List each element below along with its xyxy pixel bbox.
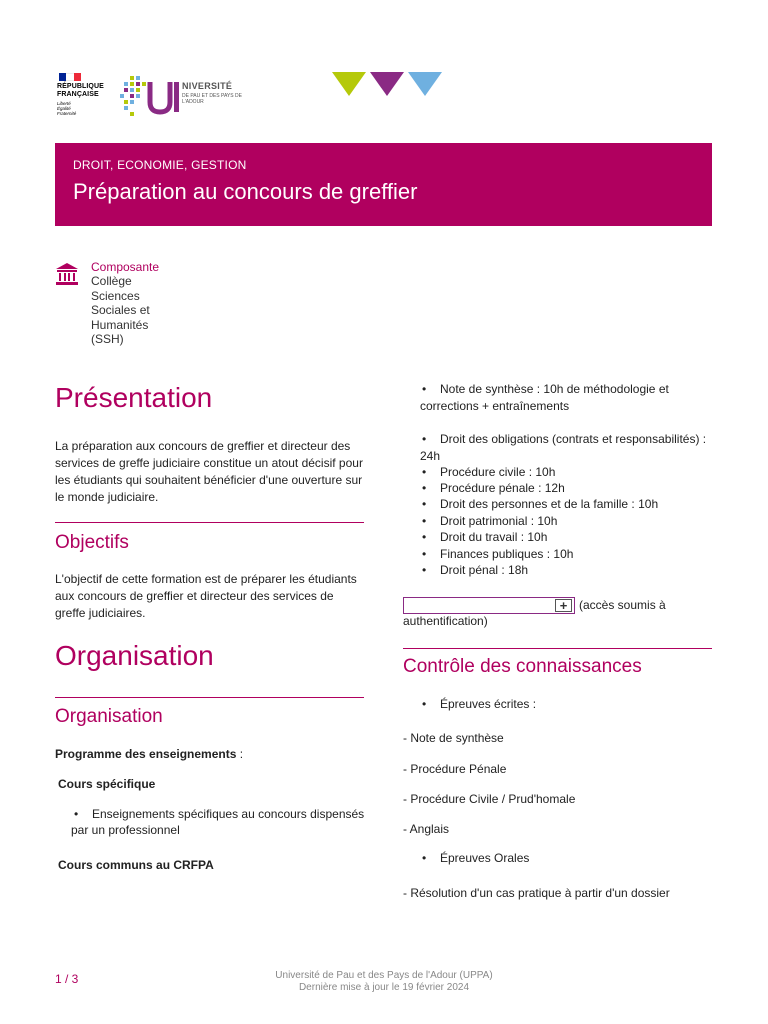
rf-motto: Liberté Égalité Fraternité (57, 101, 77, 116)
purple-triangle-icon (370, 72, 404, 96)
page-title: Préparation au concours de greffier (73, 179, 418, 204)
list-item: • Droit des obligations (contrats et responsabilités) : (422, 432, 707, 446)
list-item: • Droit patrimonial : 10h (422, 514, 558, 528)
list-item: • Épreuves écrites : (422, 697, 537, 711)
footer-info (0, 970, 768, 994)
university-subtitle: DE PAU ET DES PAYS DE L'ADOUR (182, 93, 242, 105)
list-item: • Droit des personnes et de la famille : 10h (422, 497, 659, 511)
presentation-text: La préparation aux concours de greffier et directeur des services de greffe judiciaire constitue un atout décisif pour les étudiants qui souhaitent bénéficier d'une ouverture sur le monde judiciaire. (55, 439, 363, 504)
university-title: NIVERSITÉ (182, 81, 233, 91)
banner-category: DROIT, ECONOMIE, GESTION (73, 158, 247, 172)
flag-icon (59, 73, 81, 81)
rf-name-line2: FRANÇAISE (57, 91, 99, 98)
exam-item: - Procédure Civile / Prud'homale (403, 792, 576, 806)
organisation-subheading: Organisation (55, 706, 163, 727)
composante-label: Composante (91, 260, 160, 274)
controle-heading: Contrôle des connaissances (403, 656, 642, 677)
list-item-continuation: 24h (420, 449, 441, 463)
auth-note-continuation: authentification) (403, 614, 488, 628)
exam-item: - Procédure Pénale (403, 762, 507, 776)
footer-org: Université de Pau et des Pays de l'Adour (UPPA) (275, 970, 493, 981)
expand-plus-icon[interactable]: + (555, 599, 572, 612)
exam-item: - Anglais (403, 822, 450, 836)
exam-item: - Résolution d'un cas pratique à partir d'un dossier (403, 886, 670, 900)
composante-value: Collège Sciences Sociales et Humanités (SSH) (91, 274, 150, 346)
section-divider (55, 697, 364, 698)
list-item: • Finances publiques : 10h (422, 547, 574, 561)
restricted-content-box[interactable] (403, 597, 575, 614)
presentation-heading: Présentation (55, 382, 213, 413)
list-item: • Procédure pénale : 12h (422, 481, 565, 495)
list-item-continuation: par un professionnel (71, 823, 180, 837)
green-triangle-icon (332, 72, 366, 96)
list-item: • Épreuves Orales (422, 851, 530, 865)
title-banner (55, 143, 712, 226)
list-item: • Enseignements spécifiques au concours dispensés (74, 807, 365, 821)
rf-name-line1: RÉPUBLIQUE (57, 83, 104, 90)
objectifs-text: L'objectif de cette formation est de préparer les étudiants aux concours de greffier et directeur des services de greffe judiciaires. (55, 572, 357, 620)
objectifs-heading: Objectifs (55, 532, 129, 553)
institution-icon (55, 262, 79, 286)
list-item: • Note de synthèse : 10h de méthodologie et (422, 382, 669, 396)
footer-updated: Dernière mise à jour le 19 février 2024 (298, 982, 470, 993)
cours-communs-label: Cours communs au CRFPA (58, 858, 214, 872)
blue-triangle-icon (408, 72, 442, 96)
list-item-continuation: corrections + entraînements (420, 399, 570, 413)
organisation-heading: Organisation (55, 640, 214, 671)
decorative-triangles (330, 70, 445, 98)
programme-label: Programme des enseignements : (55, 747, 244, 761)
section-divider (55, 522, 364, 523)
section-divider (403, 648, 712, 649)
exam-item: - Note de synthèse (403, 731, 504, 745)
auth-note: (accès soumis à (579, 598, 666, 612)
list-item: • Droit du travail : 10h (422, 530, 548, 544)
page-number: 1 / 3 (55, 972, 79, 986)
university-logo (120, 74, 240, 118)
list-item: • Droit pénal : 18h (422, 563, 529, 577)
cours-specifique-label: Cours spécifique (58, 777, 156, 791)
university-mark-icon (120, 74, 182, 118)
republique-francaise-logo (57, 73, 105, 116)
list-item: • Procédure civile : 10h (422, 465, 556, 479)
